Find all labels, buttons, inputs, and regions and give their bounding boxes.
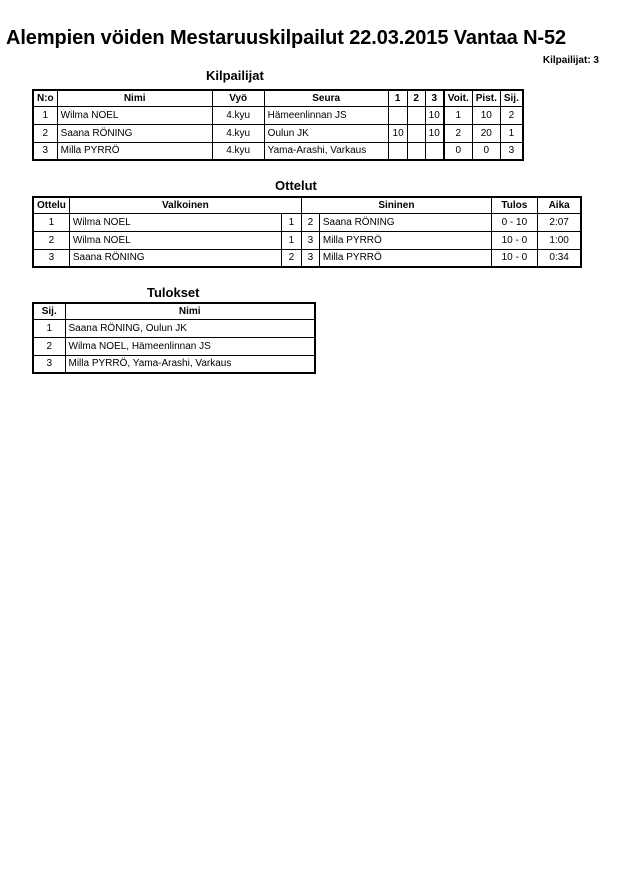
competitor-name: Wilma NOEL [57, 106, 212, 124]
col-match-1: 1 [388, 90, 407, 106]
match-time: 0:34 [537, 249, 581, 267]
col-name: Nimi [65, 303, 315, 319]
table-row [33, 142, 523, 160]
col-points: Pist. [472, 90, 500, 106]
competitor-points: 0 [472, 142, 500, 160]
col-no: N:o [33, 90, 57, 106]
match-no: 2 [33, 231, 69, 249]
competitor-rank: 3 [500, 142, 523, 160]
competitor-points: 10 [472, 106, 500, 124]
competitor-wins: 2 [444, 124, 472, 142]
competitor-match-1: 10 [388, 124, 407, 142]
table-row [33, 337, 315, 355]
results-header-row [33, 303, 315, 319]
col-name: Nimi [57, 90, 212, 106]
competitor-name: Saana RÖNING [57, 124, 212, 142]
col-match: Ottelu [33, 197, 69, 213]
competitor-club: Oulun JK [264, 124, 388, 142]
match-result: 0 - 10 [491, 213, 537, 231]
col-match-3: 3 [425, 90, 444, 106]
match-white-no: 2 [281, 249, 301, 267]
match-blue-no: 3 [301, 249, 319, 267]
results-table [32, 302, 316, 374]
col-blue: Sininen [301, 197, 491, 213]
result-rank: 2 [33, 337, 65, 355]
competitor-count: Kilpailijat: 3 [542, 55, 599, 66]
col-white: Valkoinen [69, 197, 301, 213]
competitor-match-2 [407, 124, 425, 142]
match-blue-name: Saana RÖNING [319, 213, 491, 231]
matches-section-title: Ottelut [275, 178, 317, 193]
table-row [33, 355, 315, 373]
col-club: Seura [264, 90, 388, 106]
result-rank: 3 [33, 355, 65, 373]
competitor-club: Hämeenlinnan JS [264, 106, 388, 124]
match-white-name: Wilma NOEL [69, 213, 281, 231]
competitor-wins: 0 [444, 142, 472, 160]
col-belt: Vyö [212, 90, 264, 106]
competitor-match-2 [407, 106, 425, 124]
competitor-match-2 [407, 142, 425, 160]
result-name: Milla PYRRÖ, Yama-Arashi, Varkaus [65, 355, 315, 373]
table-row [33, 231, 581, 249]
match-time: 2:07 [537, 213, 581, 231]
competitor-match-3: 10 [425, 124, 444, 142]
competitor-match-1 [388, 106, 407, 124]
competitor-wins: 1 [444, 106, 472, 124]
competitor-match-3: 10 [425, 106, 444, 124]
match-blue-no: 2 [301, 213, 319, 231]
competitor-name: Milla PYRRÖ [57, 142, 212, 160]
table-row [33, 319, 315, 337]
competitors-section-title: Kilpailijat [206, 68, 264, 83]
competitor-rank: 2 [500, 106, 523, 124]
table-row [33, 249, 581, 267]
competitor-match-3 [425, 142, 444, 160]
result-rank: 1 [33, 319, 65, 337]
matches-table [32, 196, 582, 268]
col-rank: Sij. [500, 90, 523, 106]
page-title: Alempien vöiden Mestaruuskilpailut 22.03.2015 Vantaa N-52 [6, 27, 567, 49]
table-row [33, 213, 581, 231]
result-name: Wilma NOEL, Hämeenlinnan JS [65, 337, 315, 355]
match-white-no: 1 [281, 213, 301, 231]
competitor-points: 20 [472, 124, 500, 142]
competitor-belt: 4.kyu [212, 124, 264, 142]
matches-header-row [33, 197, 581, 213]
competitor-belt: 4.kyu [212, 106, 264, 124]
col-result: Tulos [491, 197, 537, 213]
results-section-title: Tulokset [147, 285, 200, 300]
match-white-name: Saana RÖNING [69, 249, 281, 267]
table-row [33, 106, 523, 124]
table-row [33, 124, 523, 142]
col-match-2: 2 [407, 90, 425, 106]
competitor-club: Yama-Arashi, Varkaus [264, 142, 388, 160]
match-no: 1 [33, 213, 69, 231]
competitor-no: 3 [33, 142, 57, 160]
match-result: 10 - 0 [491, 249, 537, 267]
competitor-match-1 [388, 142, 407, 160]
match-no: 3 [33, 249, 69, 267]
match-blue-name: Milla PYRRÖ [319, 231, 491, 249]
competitor-no: 2 [33, 124, 57, 142]
match-result: 10 - 0 [491, 231, 537, 249]
result-name: Saana RÖNING, Oulun JK [65, 319, 315, 337]
competitor-rank: 1 [500, 124, 523, 142]
competitor-belt: 4.kyu [212, 142, 264, 160]
match-white-no: 1 [281, 231, 301, 249]
match-white-name: Wilma NOEL [69, 231, 281, 249]
col-wins: Voit. [444, 90, 472, 106]
match-blue-name: Milla PYRRÖ [319, 249, 491, 267]
col-rank: Sij. [33, 303, 65, 319]
competitors-table [32, 89, 524, 161]
col-time: Aika [537, 197, 581, 213]
competitor-no: 1 [33, 106, 57, 124]
match-time: 1:00 [537, 231, 581, 249]
match-blue-no: 3 [301, 231, 319, 249]
competitors-header-row [33, 90, 523, 106]
